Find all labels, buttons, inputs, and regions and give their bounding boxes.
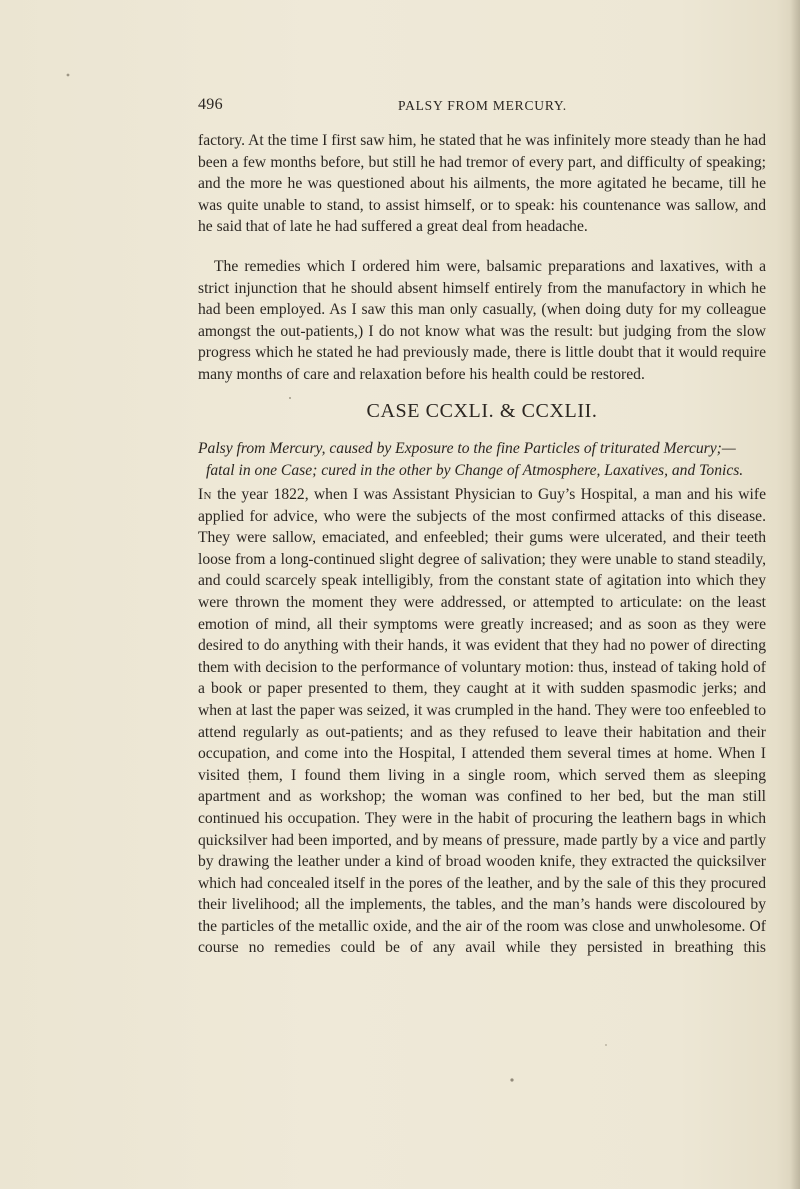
case-subtitle-line-1: Palsy from Mercury, caused by Exposure to the fine Particles of triturated Mercury;— xyxy=(198,440,736,457)
case-lead-word: In xyxy=(198,486,212,503)
paragraph-remedies-text: The remedies which I ordered him were, balsamic preparations and laxatives, with a strict injunction that he should absent himself entirely from the manufactory in which he had been employed. As I saw this man only casually, (when doing duty for my colleague amongst the out-patients,) I do not know what was the result: but judging from the slow progress which he stated he had previously made, there is little doubt that it would require many months of care and relaxation before his health could be restored. xyxy=(198,258,766,383)
case-heading: CASE CCXLI. & CCXLII. xyxy=(366,400,598,422)
case-body-paragraph xyxy=(198,484,766,959)
page-header xyxy=(198,96,766,116)
case-subtitle xyxy=(198,438,766,481)
case-subtitle-line-2: fatal in one Case; cured in the other by Change of Atmosphere, Laxatives, and Tonics. xyxy=(206,461,744,479)
paragraph-continued: factory. At the time I first saw him, he stated that he was infinitely more steady than he had been a few months before, but still he had tremor of every part, and difficulty of speaking; and the more he was questioned about his ailments, the more agitated he became, till he was quite unable to stand, to assist himself, or to speak: his countenance was sallow, and he said that of late he had suffered a great deal from headache. xyxy=(198,132,766,236)
paragraph-remedies xyxy=(198,256,766,386)
running-head: PALSY FROM MERCURY. xyxy=(398,98,567,113)
case-body-text: the year 1822, when I was Assistant Physician to Guy’s Hospital, a man and his wife applied for advice, who were the subjects of the most confirmed attacks of this disease. They were sallow, emaciated, and enfeebled; their gums were ulcerated, and their teeth loose from a long-continued slight degree of salivation; they were unable to stand steadily, and could scarcely speak intelligibly, from the constant state of agitation into which they were thrown the moment they were addressed, or attempted to articulate: on the least emotion of mind, all their symptoms were greatly increased; and as soon as they were desired to do anything with their hands, it was evident that they had no power of directing them with decision to the performance of voluntary motion: thus, instead of taking hold of a book or paper presented to them, they caught at it with sudden spasmodic jerks; and when at last the paper was seized, it was crumpled in the hand. They were too enfeebled to attend regularly as out-patients; and as they refused to leave their habitation and their occupation, and come into the Hospital, I attended them several times at home. When I visited them, I found them living in a single room, which served them as sleeping apartment and as workshop; the woman was confined to her bed, but the man still continued his occupation. They were in the habit of procuring the leathern bags in which quicksilver had been imported, and by means of pressure, made partly by a vice and partly by drawing the leather under a kind of broad wooden knife, they extracted the quicksilver which had concealed itself in the pores of the leather, and by the sale of this they procured their livelihood; all the implements, the tables, and the man’s hands were discoloured by the particles of the metallic oxide, and the air of the room was close and unwholesome. Of course no remedies could be of any avail while they persisted in breathing this xyxy=(198,486,766,957)
page-number: 496 xyxy=(198,96,223,113)
